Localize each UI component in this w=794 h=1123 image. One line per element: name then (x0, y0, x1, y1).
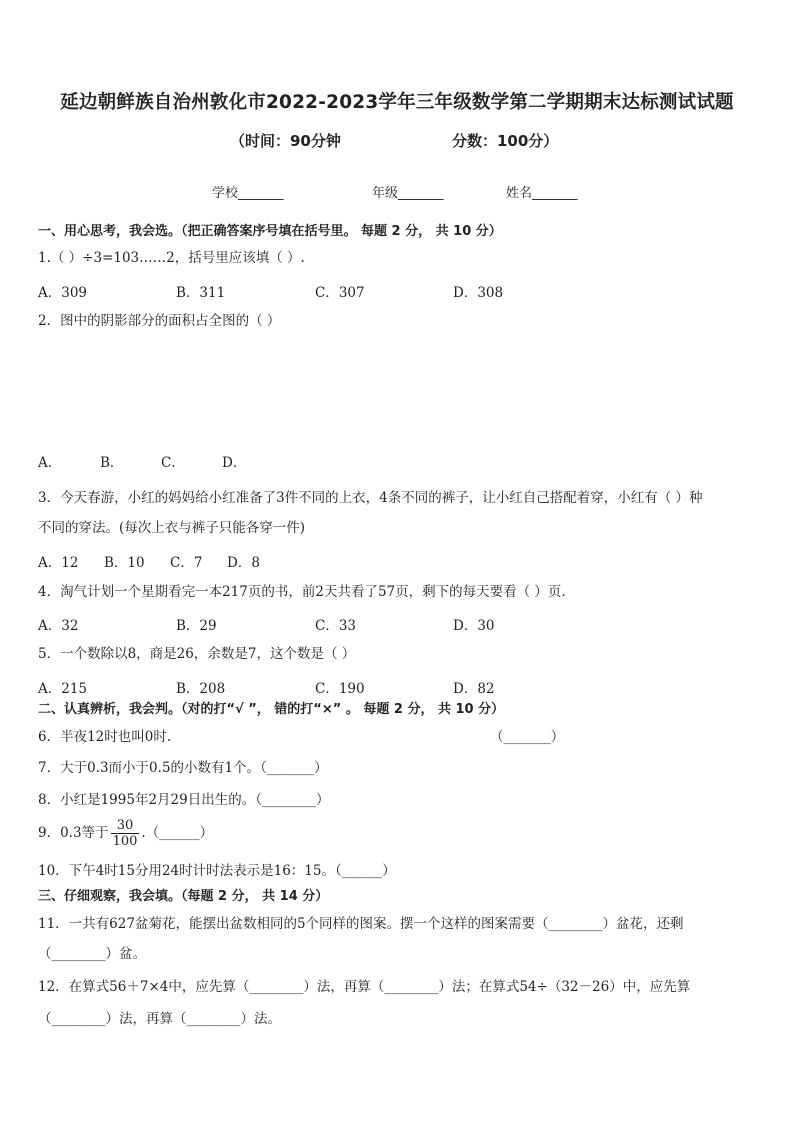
q4-option-a[interactable]: A．32 (38, 618, 79, 634)
q4-option-c[interactable]: C．33 (315, 618, 357, 634)
q3-option-c[interactable]: C．7 (170, 555, 203, 571)
q2-option-a[interactable]: A． (38, 455, 62, 471)
q4-option-b[interactable]: B．29 (176, 618, 217, 634)
q1-option-a[interactable]: A．309 (38, 285, 88, 301)
school-field[interactable]: 学校_______ (212, 186, 284, 201)
q6-answer-blank[interactable]: （_______） (490, 729, 565, 745)
q2-option-c[interactable]: C． (161, 455, 185, 471)
page-title: 延边朝鲜族自治州敦化市2022-2023学年三年级数学第二学期期末达标测试试题 (60, 92, 734, 113)
q2-option-b[interactable]: B． (100, 455, 124, 471)
question-5: 5．一个数除以8，商是26，余数是7，这个数是（ ） (38, 646, 356, 662)
q1-option-d[interactable]: D．308 (453, 285, 504, 301)
q5-option-a[interactable]: A．215 (38, 681, 88, 697)
q5-option-b[interactable]: B．208 (176, 681, 226, 697)
q2-option-d[interactable]: D． (222, 455, 247, 471)
question-3-line-1: 3．今天春游，小红的妈妈给小红准备了3件不同的上衣，4条不同的裤子，让小红自己搭配着穿，小红有（ ）种 (38, 490, 703, 506)
question-1: 1.（ ）÷3=103……2，括号里应该填（ ）. (38, 250, 305, 266)
q1-option-b[interactable]: B．311 (176, 285, 226, 301)
question-11-line-1: 11．一共有627盆菊花，能摆出盆数相同的5个同样的图案。摆一个这样的图案需要（________）盆花，还剩 (38, 916, 684, 932)
q5-option-c[interactable]: C．190 (315, 681, 365, 697)
question-8: 8．小红是1995年2月29日出生的。（________） (38, 792, 330, 808)
q3-option-a[interactable]: A．12 (38, 555, 79, 571)
question-10: 10．下午4时15分用24时计时法表示是16：15。（______） (38, 863, 396, 879)
q4-option-d[interactable]: D．30 (453, 618, 495, 634)
section-1-heading: 一、用心思考，我会选。（把正确答案序号填在括号里。 每题 2 分， 共 10 分） (38, 224, 502, 239)
question-11-line-2: （________）盆。 (38, 946, 146, 962)
question-9 (38, 818, 213, 849)
q9-denominator: 100 (112, 834, 138, 849)
q1-option-c[interactable]: C．307 (315, 285, 365, 301)
section-2-heading: 二、认真辨析，我会判。（对的打“√ ”， 错的打“×” 。 每题 2 分， 共 10 分） (38, 702, 505, 717)
q9-suffix: .（______） (141, 825, 214, 841)
q3-option-d[interactable]: D．8 (227, 555, 260, 571)
exam-time: （时间：90分钟 (230, 132, 341, 150)
question-12-line-2: （________）法，再算（________）法。 (38, 1011, 281, 1027)
section-3-heading: 三、仔细观察，我会填。（每题 2 分， 共 14 分） (38, 889, 329, 904)
q9-numerator: 30 (111, 818, 140, 834)
q9-prefix: 9．0.3等于 (38, 825, 109, 841)
q3-option-b[interactable]: B．10 (104, 555, 145, 571)
question-6: 6．半夜12时也叫0时. (38, 729, 172, 745)
name-field[interactable]: 姓名_______ (506, 186, 578, 201)
question-7: 7．大于0.3而小于0.5的小数有1个。（_______） (38, 760, 328, 776)
exam-score: 分数：100分） (452, 132, 559, 150)
question-2: 2．图中的阴影部分的面积占全图的（ ） (38, 313, 281, 329)
q5-option-d[interactable]: D．82 (453, 681, 495, 697)
question-4: 4．淘气计划一个星期看完一本217页的书，前2天共看了57页，剩下的每天要看（ ）页. (38, 584, 566, 600)
question-12-line-1: 12．在算式56＋7×4中，应先算（________）法，再算（________）法；在算式54÷（32－26）中，应先算 (38, 979, 691, 995)
q9-fraction (111, 818, 140, 849)
grade-field[interactable]: 年级_______ (372, 186, 444, 201)
question-3-line-2: 不同的穿法。(每次上衣与裤子只能各穿一件) (38, 520, 306, 536)
